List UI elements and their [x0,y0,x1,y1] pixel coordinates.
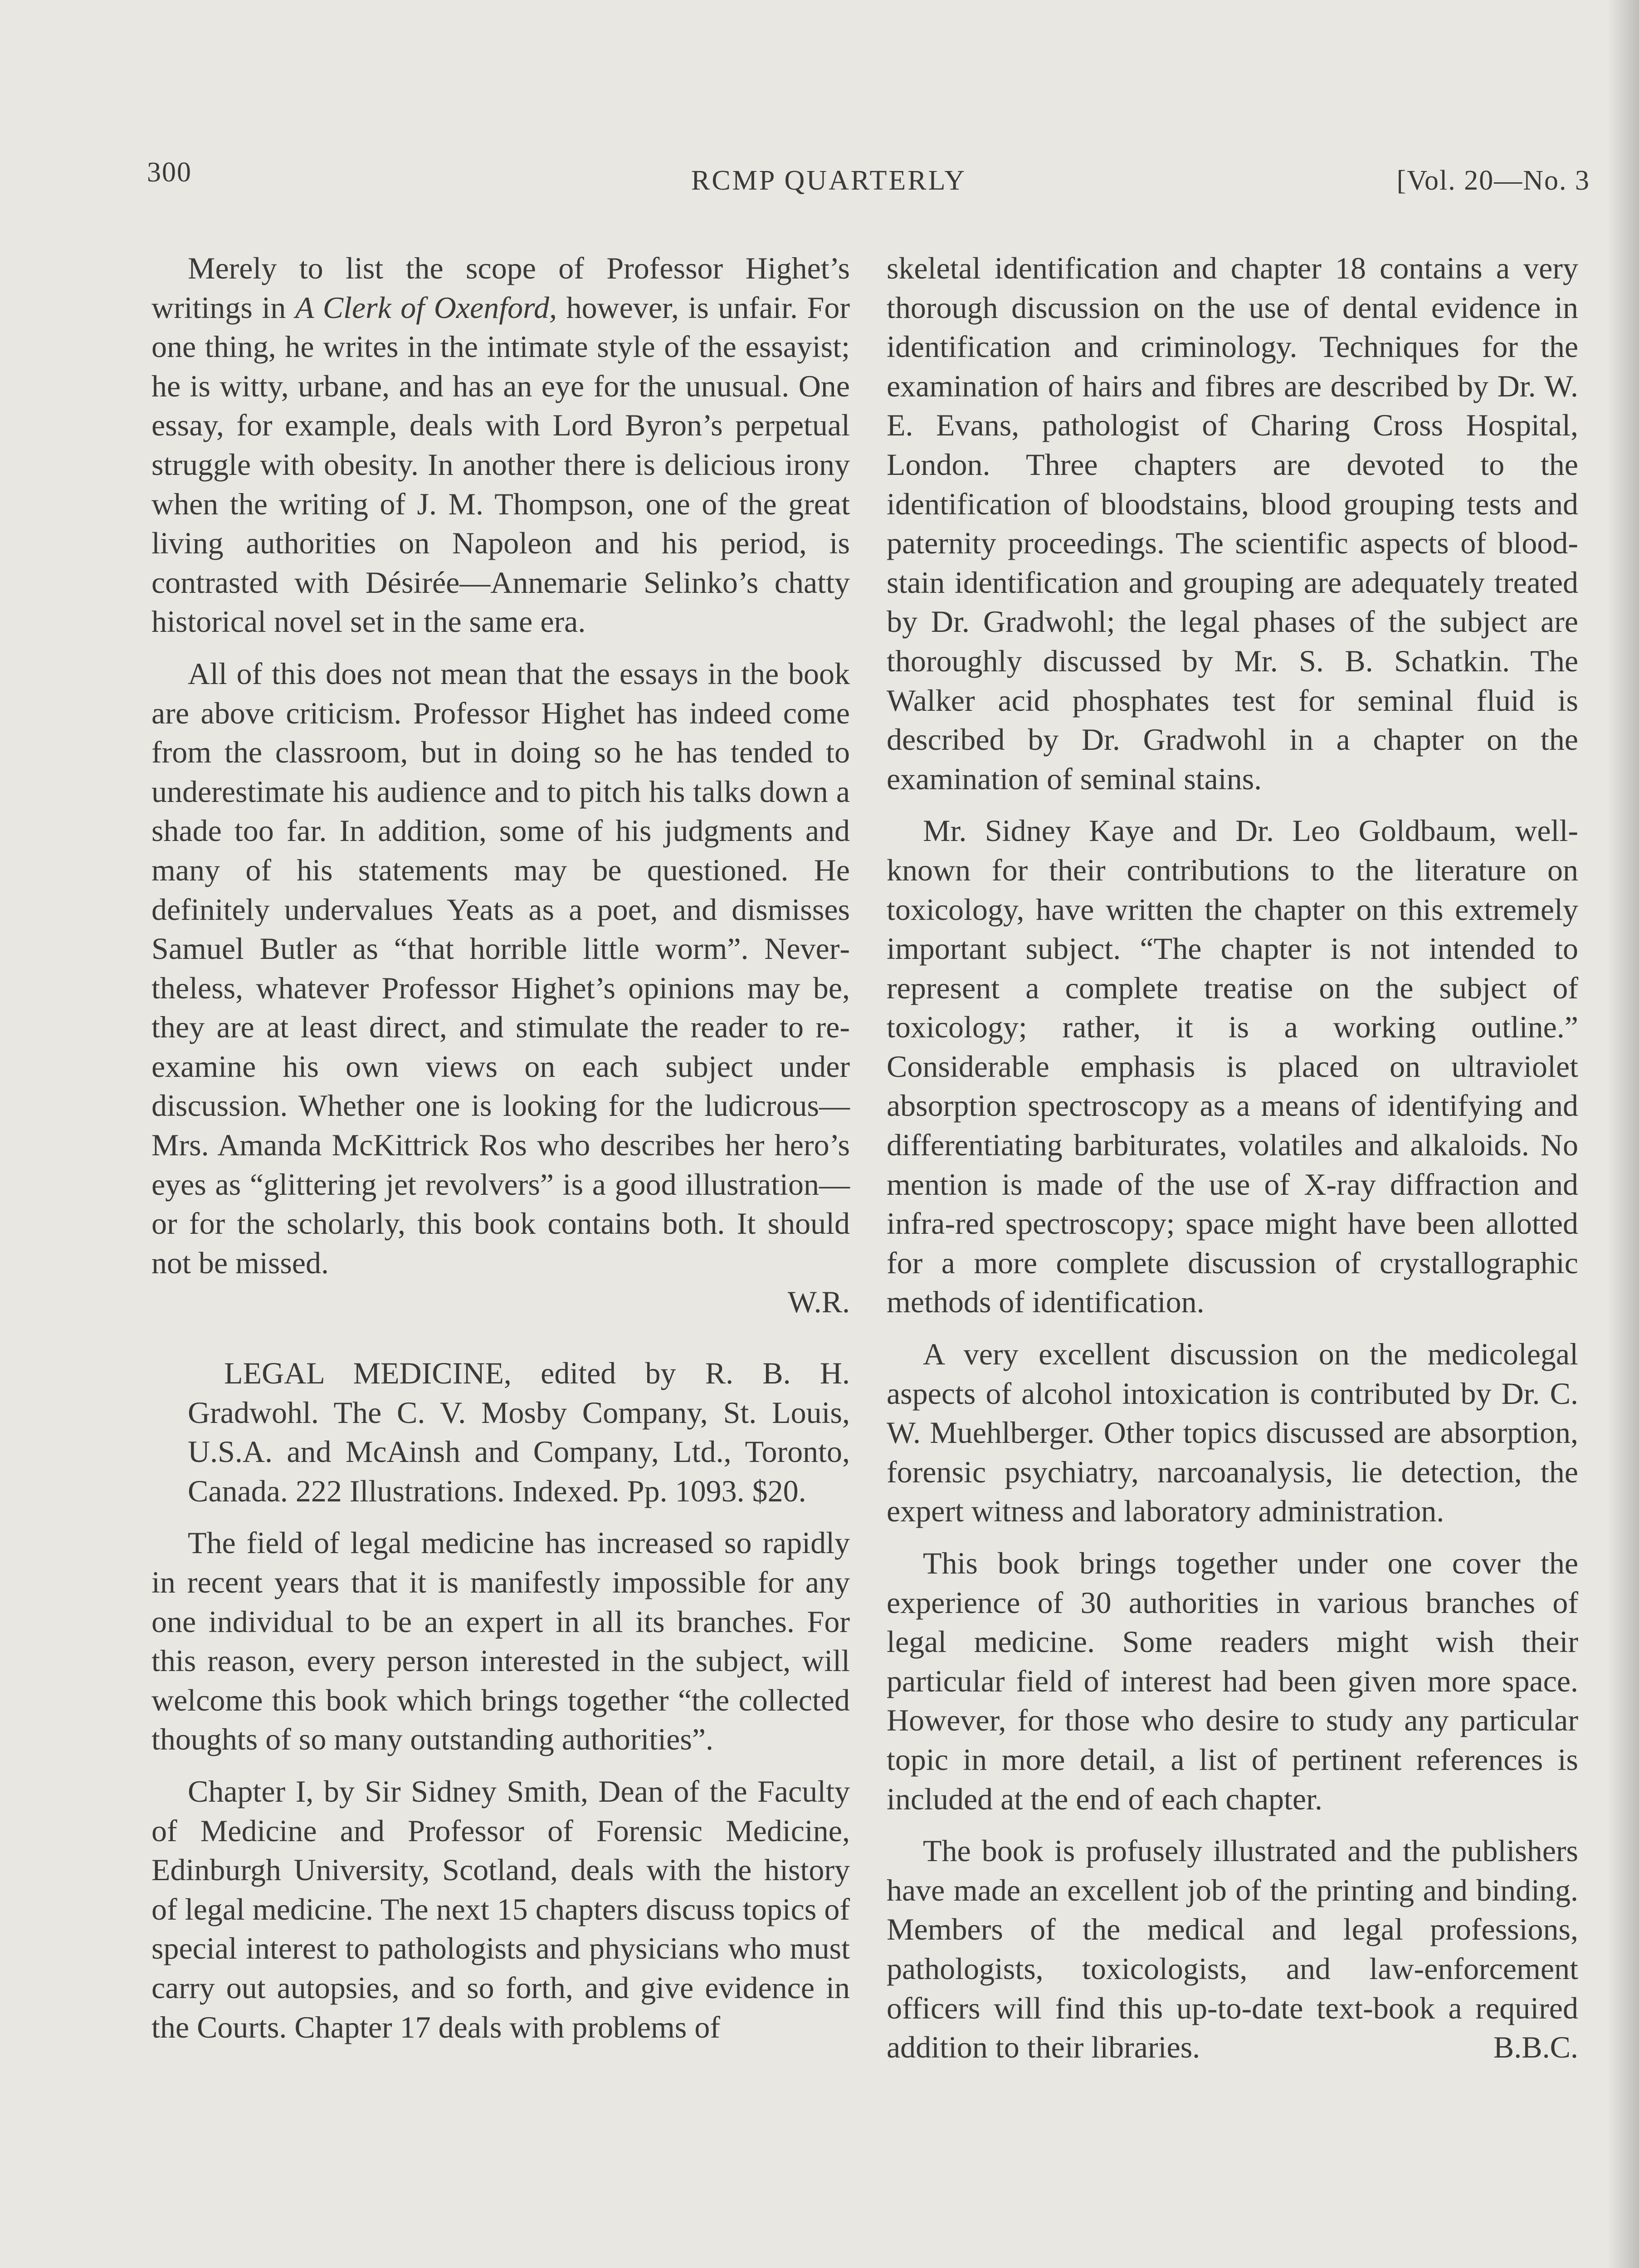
paragraph: Mr. Sidney Kaye and Dr. Leo Goldbaum, well-known for their contributions to the literature on toxicology, have written the chapter on this extremely important subject. “The chapter is not intended to represent a complete treatise on the subject of toxicology; rather, it is a working outline.” Considerable emphasis is placed on ultraviolet absorption spectroscopy as a means of identifying and differentiating barbiturates, volatiles and alkaloids. No mention is made of the use of X-ray diffraction and infra-red spectroscopy; space might have been allotted for a more complete discussion of crystallographic methods of identification. [887,813,1578,1320]
reviewer-signature: B.B.C. [1493,2030,1578,2065]
paragraph: This book brings together under one cover the experience of 30 authorities in various branches of legal medicine. Some readers might wish their particular field of interest had been given more space. However, for those who desire to study any particular topic in more detail, a list of pertinent references is included at the end of each chapter. [887,1546,1578,1816]
paragraph: Chapter I, by Sir Sidney Smith, Dean of the Faculty of Medicine and Professor of Forensic Medicine, Edinburgh University, Scotland, deals with the history of legal medicine. The next 15 chapters discuss topics of special interest to pathologists and physicians who must carry out autopsies, and so forth, and give evidence in the Courts. Chapter 17 deals with problems of [151,1774,850,2044]
paragraph: The field of legal medicine has increased so rapidly in recent years that it is manifestly impossible for any one individual to be an expert in all its branches. For this reason, every person interested in the subject, will welcome this book which brings together “the collected thoughts of so many outstanding authorities”. [151,1525,850,1757]
book-title: A Clerk of Oxenford, [295,290,557,325]
paragraph: All of this does not mean that the essays in the book are above criticism. Professor Highet has indeed come from the classroom, but in doing so he has tended to underestimate his audience and to pitch his talks down a shade too far. In addition, some of his judgments and many of his statements may be questioned. He definitely undervalues Yeats as a poet, and dismisses Samuel Butler as “that horrible little worm”. Nevertheless, whatever Professor Highet’s opinions may be, they are at least direct, and stimulate the reader to re-examine his own views on each subject under discussion. Whether one is looking for the ludicrous—Mrs. Amanda McKittrick Ros who describes her hero’s eyes as “glittering jet revolvers” is a good illustration—or for the scholarly, this book contains both. It should not be missed. [151,656,850,1280]
paragraph: A very excellent discussion on the medicolegal aspects of alcohol intoxication is contributed by Dr. C. W. Muehlberger. Other topics discussed are absorption, forensic psychiatry, narcoanalysis, lie detection, the expert witness and laboratory administration. [887,1337,1578,1529]
volume-issue: [Vol. 20—No. 3 [1396,165,1590,196]
reviewer-signature: W.R. [787,1285,850,1320]
running-header [147,156,1590,206]
left-column [151,249,850,2059]
book-citation: LEGAL MEDICINE, edited by R. B. H. Gradwohl. The C. V. Mosby Company, St. Louis, U.S.A. and McAinsh and Company, Ltd., Toronto, Canada. 222 Illustrations. Indexed. Pp. 1093. $20. [188,1356,850,1508]
page-number: 300 [147,157,192,188]
paragraph: The book is profusely illustrated and the publishers have made an excellent job of the printing and binding. Members of the medical and legal professions, pathologists, toxicologists, and law-enforcement officers will find this up-to-date text-book a required addition to their libraries. B.B.C. [887,1831,1578,2067]
right-column [887,249,1578,2080]
paragraph: skeletal identification and chapter 18 contains a very thorough discussion on the use of dental evidence in identification and criminology. Techniques for the examination of hairs and fibres are described by Dr. W. E. Evans, pathologist of Charing Cross Hospital, London. Three chapters are devoted to the identification of bloodstains, blood grouping tests and paternity proceedings. The scientific aspects of bloodstain identification and grouping are adequately treated by Dr. Gradwohl; the legal phases of the subject are thoroughly discussed by Mr. S. B. Schatkin. The Walker acid phosphates test for seminal fluid is described by Dr. Gradwohl in a chapter on the examination of seminal stains. [887,251,1578,796]
running-title: RCMP QUARTERLY [691,165,967,196]
page-edge-shadow [1607,0,1639,2268]
paragraph: Merely to list the scope of Professor Highet’s writings in A Clerk of Oxenford, however, is unfair. For one thing, he writes in the intimate style of the essayist; he is witty, urbane, and has an eye for the unusual. One essay, for example, deals with Lord Byron’s perpetual struggle with obesity. In another there is delicious irony when the writing of J. M. Thompson, one of the great living authorities on Napoleon and his period, is contrasted with Désirée—Annemarie Selinko’s chatty historical novel set in the same era. [151,251,850,639]
